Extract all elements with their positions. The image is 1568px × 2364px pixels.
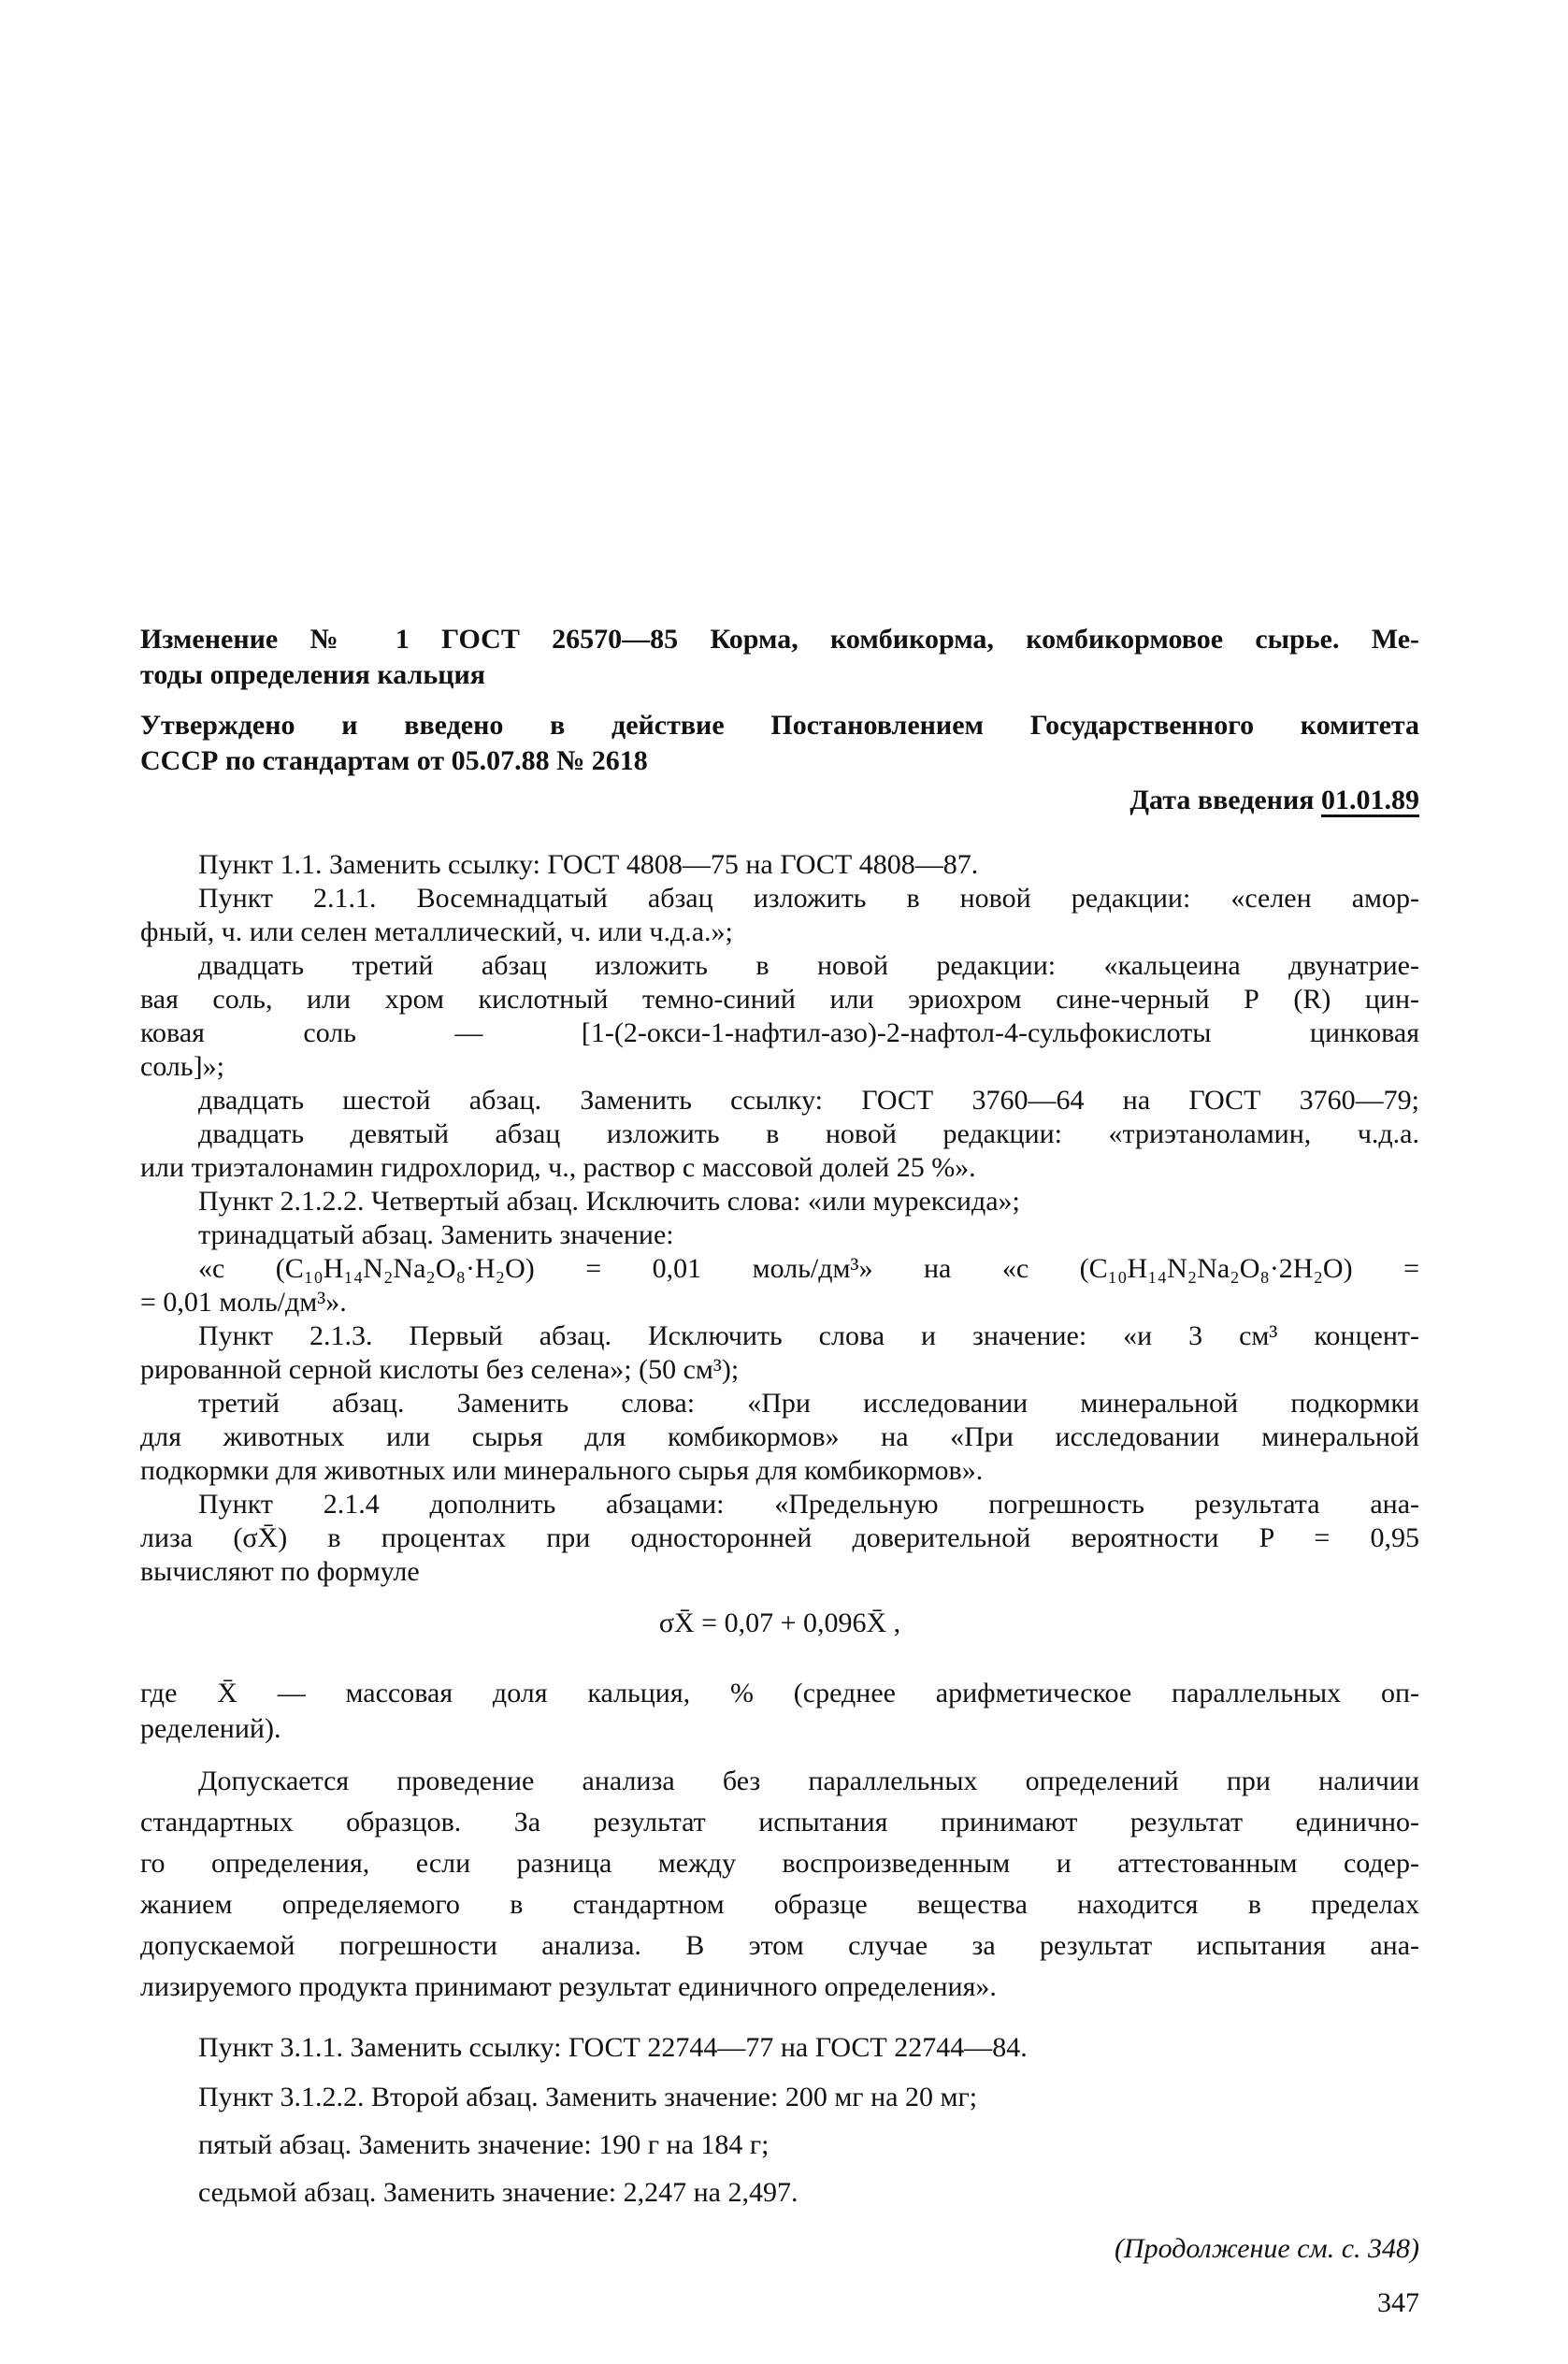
body-line: Пункт 2.1.1. Восемнадцатый абзац изложить в новой редакции: «селен амор- [198, 883, 1419, 914]
body-line: рированной серной кислоты без селена»; (50 см³); [140, 1354, 740, 1385]
body-line: жанием определяемого в стандартном образце вещества находится в пределах [140, 1889, 1419, 1920]
body-line: = 0,01 моль/дм³». [140, 1287, 347, 1318]
continuation-note: (Продолжение см. с. 348) [1114, 2233, 1419, 2264]
page-number: 347 [1377, 2287, 1419, 2318]
body-line: Пункт 3.1.1. Заменить ссылку: ГОСТ 22744—77 на ГОСТ 22744—84. [198, 2032, 1028, 2063]
body-line: ковая соль — [1-(2-окси-1-нафтил-азо)-2-нафтол-4-сульфокислоты цинковая [140, 1017, 1419, 1048]
body-line: тринадцатый абзац. Заменить значение: [198, 1219, 674, 1250]
body-line: пятый абзац. Заменить значение: 190 г на 184 г; [198, 2129, 770, 2160]
body-line: двадцать шестой абзац. Заменить ссылку: ГОСТ 3760—64 на ГОСТ 3760—79; [198, 1085, 1419, 1116]
body-line: ределений). [140, 1713, 281, 1744]
effective-date-value: 01.01.89 [1321, 785, 1419, 815]
body-line: допускаемой погрешности анализа. В этом случае за результат испытания ана- [140, 1930, 1419, 1961]
body-line: Пункт 1.1. Заменить ссылку: ГОСТ 4808—75 на ГОСТ 4808—87. [198, 849, 979, 880]
body-line: подкормки для животных или минерального сырья для комбикормов». [140, 1455, 984, 1486]
body-line: Пункт 3.1.2.2. Второй абзац. Заменить значение: 200 мг на 20 мг; [198, 2082, 978, 2112]
body-line: лизируемого продукта принимают результат единичного определения». [140, 1971, 997, 2002]
approved-line-2: СССР по стандартам от 05.07.88 № 2618 [140, 745, 648, 776]
body-line: вая соль, или хром кислотный темно-синий или эриохром сине-черный Р (R) цин- [140, 984, 1419, 1015]
title-line-2: тоды определения кальция [140, 659, 485, 690]
body-line: двадцать девятый абзац изложить в новой редакции: «триэтаноламин, ч.д.а. [198, 1118, 1419, 1149]
body-line: Пункт 2.1.4 дополнить абзацами: «Предельную погрешность результата ана- [198, 1489, 1419, 1520]
body-line: для животных или сырья для комбикормов» на «При исследовании минеральной [140, 1421, 1419, 1452]
body-line: соль]»; [140, 1051, 224, 1082]
body-line: вычисляют по формуле [140, 1556, 420, 1587]
body-line: седьмой абзац. Заменить значение: 2,247 на 2,497. [198, 2177, 798, 2208]
formula: σX̄ = 0,07 + 0,096X̄ , [658, 1607, 901, 1638]
body-line: или триэталонамин гидрохлорид, ч., раствор с массовой долей 25 %». [140, 1152, 976, 1183]
effective-date-label: Дата введения [1129, 785, 1315, 815]
title-line-1: Изменение № 1 ГОСТ 26570—85 Корма, комбикорма, комбикормовое сырье. Ме- [140, 624, 1419, 655]
body-line: фный, ч. или селен металлический, ч. или ч.д.а.»; [140, 916, 733, 947]
body-line: «c (C₁₀H₁₄N₂Na₂O₈·H₂O) = 0,01 моль/дм³» на «c (C₁₀H₁₄N₂Na₂O₈·2H₂O) = [198, 1253, 1419, 1284]
body-line: Пункт 2.1.2.2. Четвертый абзац. Исключить слова: «или мурексида»; [198, 1186, 1020, 1217]
approved-line-1: Утверждено и введено в действие Постановлением Государственного комитета [140, 710, 1419, 741]
body-line: го определения, если разница между воспроизведенным и аттестованным содер- [140, 1848, 1419, 1879]
body-line: двадцать третий абзац изложить в новой редакции: «кальцеина двунатрие- [198, 950, 1419, 981]
body-line: третий абзац. Заменить слова: «При исследовании минеральной подкормки [198, 1388, 1419, 1419]
effective-date [140, 782, 1419, 819]
body-line: стандартных образцов. За результат испытания принимают результат единично- [140, 1807, 1419, 1838]
body-line: где X̄ — массовая доля кальция, % (среднее арифметическое параллельных оп- [140, 1678, 1419, 1708]
body-line: Пункт 2.1.3. Первый абзац. Исключить слова и значение: «и 3 см³ концент- [198, 1320, 1419, 1351]
body-line: лиза (σX̄) в процентах при односторонней доверительной вероятности P = 0,95 [140, 1522, 1419, 1553]
body-line: Допускается проведение анализа без параллельных определений при наличии [198, 1766, 1419, 1796]
